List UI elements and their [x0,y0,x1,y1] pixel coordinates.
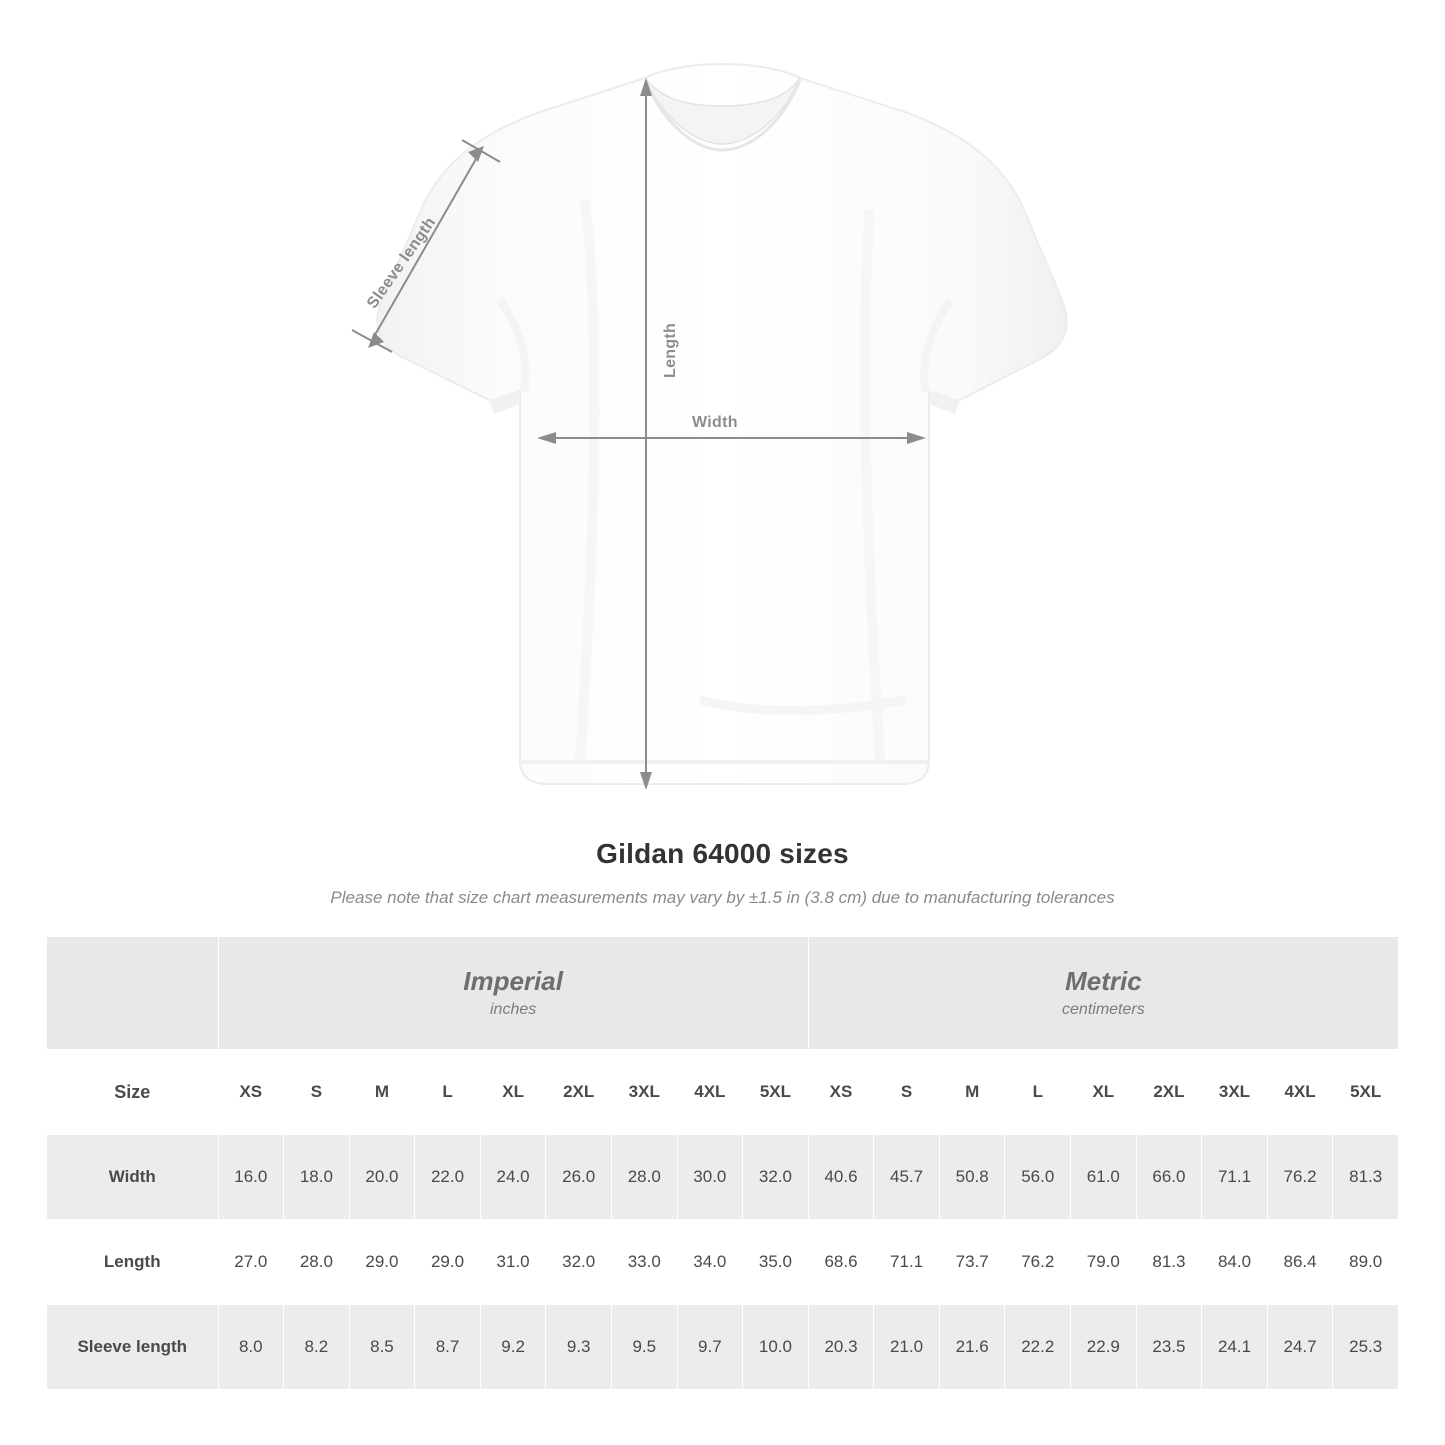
cell-width-met-0: 40.6 [808,1135,874,1220]
cell-width-met-1: 45.7 [874,1135,940,1220]
cell-length-imp-2: 29.0 [349,1220,415,1305]
tolerance-note: Please note that size chart measurements may vary by ±1.5 in (3.8 cm) due to manufacturing tolerances [330,888,1115,907]
size-col-imp-4: XL [480,1050,546,1135]
unit-header-row [47,937,1399,1050]
cell-width-imp-2: 20.0 [349,1135,415,1220]
size-col-imp-1: S [284,1050,350,1135]
cell-length-imp-1: 28.0 [284,1220,350,1305]
title-block [0,838,1445,908]
cell-sleeve-imp-3: 8.7 [415,1305,481,1390]
unit-imperial-sub: inches [489,1001,537,1019]
cell-length-imp-4: 31.0 [480,1220,546,1305]
unit-spacer [47,937,219,1050]
cell-sleeve-imp-8: 10.0 [743,1305,809,1390]
row-label-sleeve-length: Sleeve length [47,1305,219,1390]
size-col-imp-3: L [415,1050,481,1135]
size-col-met-4: XL [1071,1050,1137,1135]
cell-width-met-2: 50.8 [939,1135,1005,1220]
cell-sleeve-met-5: 23.5 [1136,1305,1202,1390]
cell-length-met-2: 73.7 [939,1220,1005,1305]
size-col-imp-7: 4XL [677,1050,743,1135]
cell-length-met-3: 76.2 [1005,1220,1071,1305]
cell-length-imp-7: 34.0 [677,1220,743,1305]
cell-width-imp-8: 32.0 [743,1135,809,1220]
cell-length-met-8: 89.0 [1333,1220,1399,1305]
size-col-met-5: 2XL [1136,1050,1202,1135]
unit-metric-name: Metric [1065,965,1142,996]
cell-width-met-5: 66.0 [1136,1135,1202,1220]
table-row [47,1220,1399,1305]
cell-sleeve-met-6: 24.1 [1202,1305,1268,1390]
cell-sleeve-met-1: 21.0 [874,1305,940,1390]
size-col-imp-5: 2XL [546,1050,612,1135]
size-col-imp-2: M [349,1050,415,1135]
length-label: Length [662,322,679,378]
unit-imperial [218,937,808,1050]
size-col-met-8: 5XL [1333,1050,1399,1135]
cell-length-imp-6: 33.0 [611,1220,677,1305]
cell-sleeve-imp-5: 9.3 [546,1305,612,1390]
cell-length-imp-3: 29.0 [415,1220,481,1305]
size-col-met-3: L [1005,1050,1071,1135]
size-col-imp-0: XS [218,1050,284,1135]
cell-width-met-8: 81.3 [1333,1135,1399,1220]
size-table [46,936,1399,1390]
cell-length-imp-5: 32.0 [546,1220,612,1305]
cell-sleeve-imp-1: 8.2 [284,1305,350,1390]
row-label-size: Size [47,1050,219,1135]
cell-length-imp-0: 27.0 [218,1220,284,1305]
cell-width-met-3: 56.0 [1005,1135,1071,1220]
size-table-wrap [46,936,1399,1390]
row-label-length: Length [47,1220,219,1305]
size-col-imp-6: 3XL [611,1050,677,1135]
size-col-met-1: S [874,1050,940,1135]
size-col-met-0: XS [808,1050,874,1135]
cell-length-met-1: 71.1 [874,1220,940,1305]
cell-sleeve-imp-0: 8.0 [218,1305,284,1390]
size-header-row [47,1050,1399,1135]
cell-length-met-6: 84.0 [1202,1220,1268,1305]
cell-width-imp-7: 30.0 [677,1135,743,1220]
size-col-imp-8: 5XL [743,1050,809,1135]
cell-sleeve-met-2: 21.6 [939,1305,1005,1390]
cell-width-met-7: 76.2 [1267,1135,1333,1220]
size-col-met-6: 3XL [1202,1050,1268,1135]
cell-length-imp-8: 35.0 [743,1220,809,1305]
cell-sleeve-imp-4: 9.2 [480,1305,546,1390]
cell-width-imp-6: 28.0 [611,1135,677,1220]
cell-sleeve-met-0: 20.3 [808,1305,874,1390]
row-label-width: Width [47,1135,219,1220]
cell-width-imp-3: 22.0 [415,1135,481,1220]
cell-length-met-4: 79.0 [1071,1220,1137,1305]
cell-sleeve-met-4: 22.9 [1071,1305,1137,1390]
cell-length-met-5: 81.3 [1136,1220,1202,1305]
unit-metric-sub: centimeters [1062,1001,1145,1019]
size-col-met-7: 4XL [1267,1050,1333,1135]
unit-imperial-name: Imperial [463,965,563,996]
cell-sleeve-imp-6: 9.5 [611,1305,677,1390]
cell-sleeve-met-7: 24.7 [1267,1305,1333,1390]
table-row [47,1135,1399,1220]
cell-length-met-0: 68.6 [808,1220,874,1305]
cell-width-imp-4: 24.0 [480,1135,546,1220]
unit-metric [808,937,1398,1050]
page-title: Gildan 64000 sizes [596,838,849,869]
cell-sleeve-imp-7: 9.7 [677,1305,743,1390]
cell-sleeve-imp-2: 8.5 [349,1305,415,1390]
cell-width-met-4: 61.0 [1071,1135,1137,1220]
sleeve-length-label: Sleeve length [364,214,440,312]
cell-width-imp-0: 16.0 [218,1135,284,1220]
cell-width-imp-1: 18.0 [284,1135,350,1220]
cell-width-met-6: 71.1 [1202,1135,1268,1220]
cell-sleeve-met-8: 25.3 [1333,1305,1399,1390]
table-row [47,1305,1399,1390]
cell-length-met-7: 86.4 [1267,1220,1333,1305]
cell-width-imp-5: 26.0 [546,1135,612,1220]
size-col-met-2: M [939,1050,1005,1135]
width-label: Width [684,414,746,432]
cell-sleeve-met-3: 22.2 [1005,1305,1071,1390]
